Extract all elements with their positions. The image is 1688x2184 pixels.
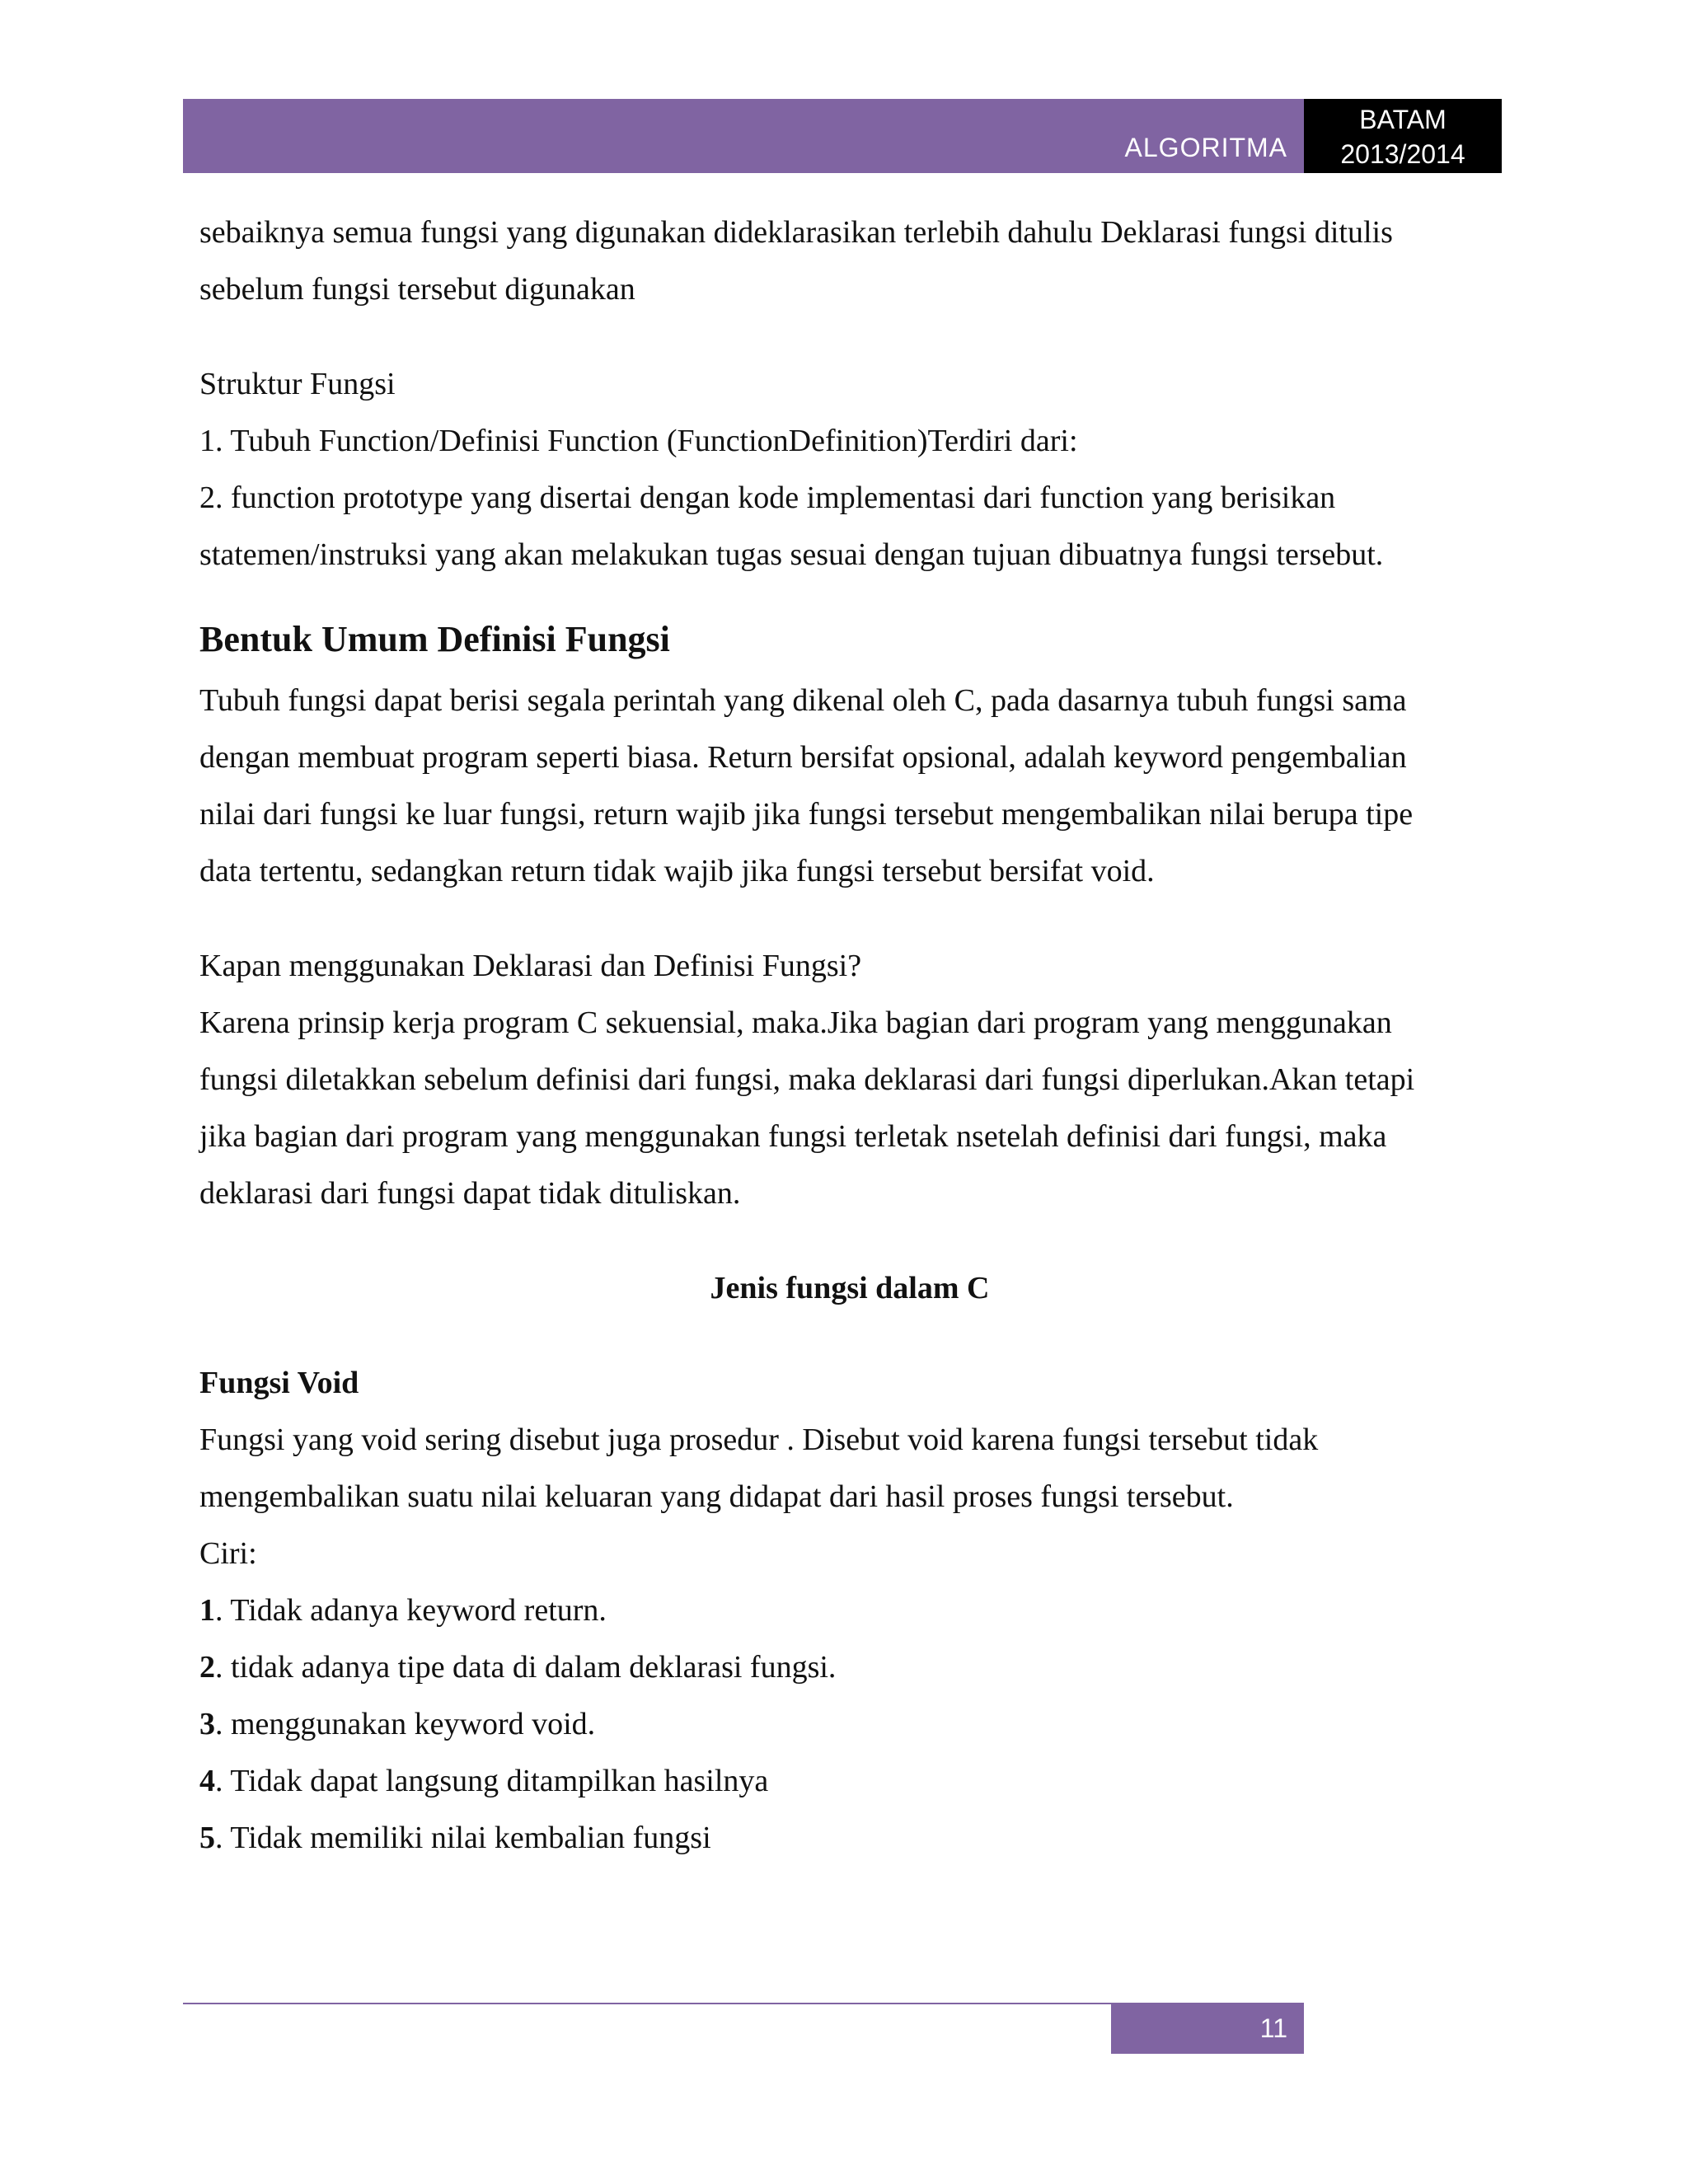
ciri-item xyxy=(199,1753,1502,1810)
bentuk-line: dengan membuat program seperti biasa. Return bersifat opsional, adalah keyword pengembalian xyxy=(199,740,1407,775)
ciri-item xyxy=(199,1582,1502,1639)
header-bar xyxy=(183,99,1304,173)
kapan-line: deklarasi dari fungsi dapat tidak dituliskan. xyxy=(199,1176,741,1211)
header-year: 2013/2014 xyxy=(1340,139,1465,169)
ciri-text: . tidak adanya tipe data di dalam deklarasi fungsi. xyxy=(215,1650,837,1685)
kapan-line: jika bagian dari program yang menggunakan fungsi terletak nsetelah definisi dari fungsi, maka xyxy=(199,1119,1387,1154)
struktur-item: 1. Tubuh Function/Definisi Function (FunctionDefinition)Terdiri dari: xyxy=(199,424,1078,458)
ciri-number: 3 xyxy=(199,1707,215,1741)
bentuk-line: data tertentu, sedangkan return tidak wajib jika fungsi tersebut bersifat void. xyxy=(199,854,1155,888)
header-location: BATAM xyxy=(1359,105,1447,134)
void-line: Fungsi yang void sering disebut juga prosedur . Disebut void karena fungsi tersebut tidak xyxy=(199,1422,1319,1457)
intro-line: sebaiknya semua fungsi yang digunakan dideklarasikan terlebih dahulu Deklarasi fungsi ditulis xyxy=(199,215,1393,250)
kapan-line: Karena prinsip kerja program C sekuensial, maka.Jika bagian dari program yang menggunakan xyxy=(199,1005,1392,1040)
ciri-text: . Tidak adanya keyword return. xyxy=(215,1593,607,1628)
ciri-text: . menggunakan keyword void. xyxy=(215,1707,596,1741)
bentuk-line: Tubuh fungsi dapat berisi segala perintah yang dikenal oleh C, pada dasarnya tubuh fungsi sama xyxy=(199,683,1407,718)
kapan-question: Kapan menggunakan Deklarasi dan Definisi Fungsi? xyxy=(199,949,862,983)
ciri-item xyxy=(199,1696,1502,1753)
header-year-box xyxy=(1304,99,1502,173)
ciri-text: . Tidak dapat langsung ditampilkan hasilnya xyxy=(215,1764,769,1798)
page-number: 11 xyxy=(1111,2003,1304,2054)
intro-line: sebelum fungsi tersebut digunakan xyxy=(199,272,635,307)
ciri-number: 1 xyxy=(199,1593,215,1628)
struktur-item: 2. function prototype yang disertai dengan kode implementasi dari function yang berisikan xyxy=(199,480,1336,515)
ciri-number: 2 xyxy=(199,1650,215,1685)
jenis-heading: Jenis fungsi dalam C xyxy=(710,1271,990,1305)
void-line: mengembalikan suatu nilai keluaran yang didapat dari hasil proses fungsi tersebut. xyxy=(199,1479,1234,1514)
page-content xyxy=(199,204,1502,1867)
ciri-number: 5 xyxy=(199,1821,215,1855)
ciri-text: . Tidak memiliki nilai kembalian fungsi xyxy=(215,1821,711,1855)
struktur-item: statemen/instruksi yang akan melakukan tugas sesuai dengan tujuan dibuatnya fungsi tersebut. xyxy=(199,537,1384,572)
struktur-title: Struktur Fungsi xyxy=(199,367,396,401)
bentuk-line: nilai dari fungsi ke luar fungsi, return wajib jika fungsi tersebut mengembalikan nilai berupa tipe xyxy=(199,797,1414,832)
ciri-item xyxy=(199,1639,1502,1696)
void-line: Ciri: xyxy=(199,1536,257,1571)
bentuk-heading: Bentuk Umum Definisi Fungsi xyxy=(199,619,670,659)
kapan-line: fungsi diletakkan sebelum definisi dari fungsi, maka deklarasi dari fungsi diperlukan.Akan tetapi xyxy=(199,1062,1415,1097)
ciri-number: 4 xyxy=(199,1764,215,1798)
ciri-item xyxy=(199,1810,1502,1867)
header-title: ALGORITMA xyxy=(1124,133,1287,162)
void-heading: Fungsi Void xyxy=(199,1366,359,1400)
